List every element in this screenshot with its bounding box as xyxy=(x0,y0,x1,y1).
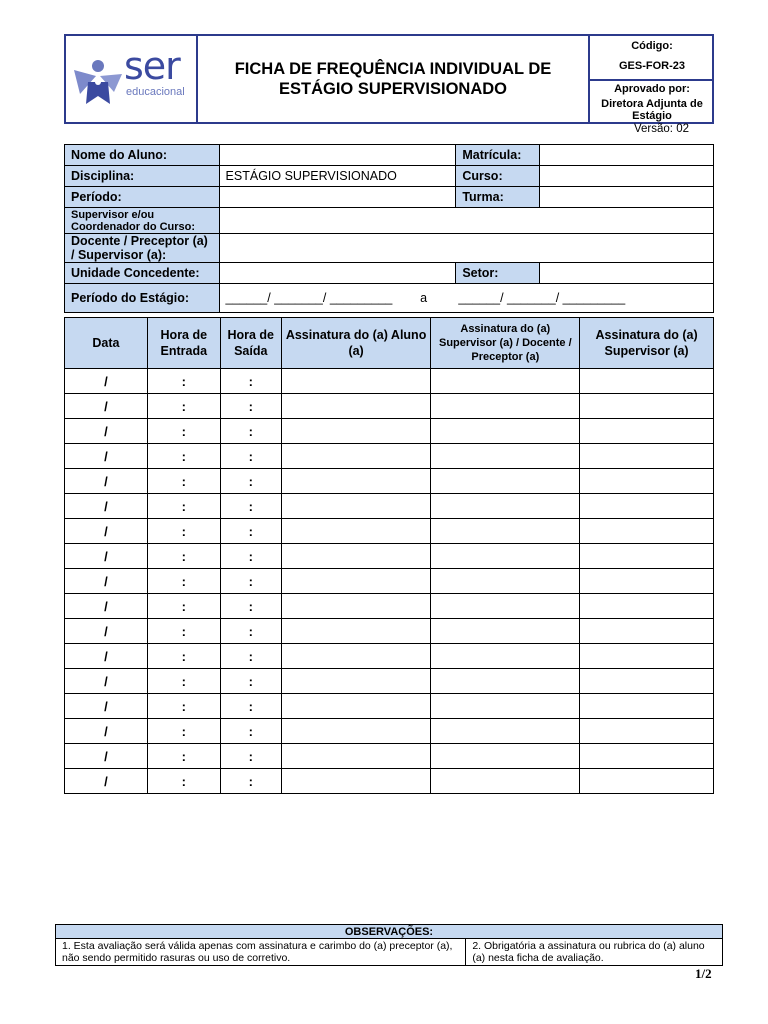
date-cell[interactable]: / xyxy=(65,619,148,644)
date-cell[interactable]: / xyxy=(65,369,148,394)
assinatura-aluno-cell[interactable] xyxy=(281,444,431,469)
assinatura-aluno-cell[interactable] xyxy=(281,369,431,394)
assinatura-aluno-cell[interactable] xyxy=(281,619,431,644)
col-hora-saida: Hora de Saída xyxy=(220,318,281,369)
assinatura-supervisor-cell[interactable] xyxy=(580,694,714,719)
assinatura-aluno-cell[interactable] xyxy=(281,419,431,444)
attendance-row xyxy=(65,619,714,644)
assinatura-aluno-cell[interactable] xyxy=(281,494,431,519)
disciplina-field[interactable]: ESTÁGIO SUPERVISIONADO xyxy=(219,166,456,187)
student-info-table xyxy=(64,144,714,313)
observacao-2: 2. Obrigatória a assinatura ou rubrica do (a) aluno (a) nesta ficha de avaliação. xyxy=(466,939,723,966)
assinatura-supervisor-cell[interactable] xyxy=(580,494,714,519)
docente-field[interactable] xyxy=(219,234,713,263)
attendance-row xyxy=(65,494,714,519)
aprovado-value: Diretora Adjunta de Estágio xyxy=(601,98,703,122)
hora-entrada-cell[interactable]: : xyxy=(147,494,220,519)
document-title: FICHA DE FREQUÊNCIA INDIVIDUAL DE ESTÁGIO SUPERVISIONADO xyxy=(234,60,552,98)
date-cell[interactable]: / xyxy=(65,769,148,794)
date-cell[interactable]: / xyxy=(65,569,148,594)
assinatura-supervisor-docente-cell[interactable] xyxy=(431,494,580,519)
attendance-row xyxy=(65,569,714,594)
assinatura-supervisor-docente-cell[interactable] xyxy=(431,644,580,669)
hora-saida-cell[interactable]: : xyxy=(220,569,281,594)
assinatura-supervisor-docente-cell[interactable] xyxy=(431,744,580,769)
date-cell[interactable]: / xyxy=(65,419,148,444)
attendance-row xyxy=(65,669,714,694)
logo xyxy=(66,36,198,122)
date-cell[interactable]: / xyxy=(65,544,148,569)
attendance-row xyxy=(65,769,714,794)
hora-saida-cell[interactable]: : xyxy=(220,444,281,469)
nome-label: Nome do Aluno: xyxy=(65,145,220,166)
col-assinatura-supervisor-docente: Assinatura do (a) Supervisor (a) / Docente / Preceptor (a) xyxy=(431,318,580,369)
hora-saida-cell[interactable]: : xyxy=(220,644,281,669)
periodo-label: Período: xyxy=(65,187,220,208)
hora-entrada-cell[interactable]: : xyxy=(147,544,220,569)
unidade-label: Unidade Concedente: xyxy=(65,263,220,284)
col-hora-entrada: Hora de Entrada xyxy=(147,318,220,369)
observacoes-table xyxy=(55,924,723,966)
disciplina-label: Disciplina: xyxy=(65,166,220,187)
hora-entrada-cell[interactable]: : xyxy=(147,619,220,644)
attendance-row xyxy=(65,444,714,469)
hora-saida-cell[interactable]: : xyxy=(220,719,281,744)
hora-saida-cell[interactable]: : xyxy=(220,769,281,794)
assinatura-supervisor-cell[interactable] xyxy=(580,444,714,469)
supervisor-label: Supervisor e/ou Coordenador do Curso: xyxy=(65,208,220,234)
periodo-estagio-label: Período do Estágio: xyxy=(65,284,220,313)
assinatura-aluno-cell[interactable] xyxy=(281,594,431,619)
document-header xyxy=(64,34,714,124)
assinatura-supervisor-cell[interactable] xyxy=(580,744,714,769)
date-cell[interactable]: / xyxy=(65,594,148,619)
nome-field[interactable] xyxy=(219,145,456,166)
hora-saida-cell[interactable]: : xyxy=(220,519,281,544)
curso-field[interactable] xyxy=(540,166,714,187)
attendance-row xyxy=(65,594,714,619)
unidade-field[interactable] xyxy=(219,263,456,284)
hora-entrada-cell[interactable]: : xyxy=(147,694,220,719)
assinatura-supervisor-cell[interactable] xyxy=(580,769,714,794)
assinatura-supervisor-cell[interactable] xyxy=(580,394,714,419)
hora-entrada-cell[interactable]: : xyxy=(147,769,220,794)
hora-entrada-cell[interactable]: : xyxy=(147,719,220,744)
assinatura-aluno-cell[interactable] xyxy=(281,744,431,769)
hora-saida-cell[interactable]: : xyxy=(220,669,281,694)
assinatura-aluno-cell[interactable] xyxy=(281,469,431,494)
hora-entrada-cell[interactable]: : xyxy=(147,419,220,444)
hora-saida-cell[interactable]: : xyxy=(220,594,281,619)
assinatura-supervisor-docente-cell[interactable] xyxy=(431,519,580,544)
meta-divider xyxy=(590,79,714,81)
assinatura-supervisor-docente-cell[interactable] xyxy=(431,769,580,794)
date-cell[interactable]: / xyxy=(65,394,148,419)
matricula-field[interactable] xyxy=(540,145,714,166)
codigo-label: Código: xyxy=(631,40,673,52)
attendance-row xyxy=(65,744,714,769)
hora-saida-cell[interactable]: : xyxy=(220,744,281,769)
turma-label: Turma: xyxy=(456,187,540,208)
attendance-row xyxy=(65,694,714,719)
assinatura-supervisor-docente-cell[interactable] xyxy=(431,369,580,394)
hora-saida-cell[interactable]: : xyxy=(220,544,281,569)
assinatura-aluno-cell[interactable] xyxy=(281,544,431,569)
assinatura-aluno-cell[interactable] xyxy=(281,519,431,544)
logo-subtext: educacional xyxy=(126,86,185,98)
attendance-row xyxy=(65,719,714,744)
hora-saida-cell[interactable]: : xyxy=(220,394,281,419)
document-meta xyxy=(588,36,714,122)
logo-text: ser xyxy=(124,44,180,88)
assinatura-supervisor-cell[interactable] xyxy=(580,594,714,619)
curso-label: Curso: xyxy=(456,166,540,187)
date-cell[interactable]: / xyxy=(65,644,148,669)
matricula-label: Matrícula: xyxy=(456,145,540,166)
assinatura-supervisor-cell[interactable] xyxy=(580,569,714,594)
assinatura-aluno-cell[interactable] xyxy=(281,669,431,694)
hora-saida-cell[interactable]: : xyxy=(220,469,281,494)
assinatura-supervisor-cell[interactable] xyxy=(580,544,714,569)
attendance-row xyxy=(65,419,714,444)
docente-label: Docente / Preceptor (a) / Supervisor (a): xyxy=(65,234,220,263)
periodo-estagio-field[interactable]: ______/ _______/ _________ a ______/ _______/ _________ xyxy=(219,284,713,313)
attendance-row xyxy=(65,519,714,544)
assinatura-supervisor-cell[interactable] xyxy=(580,719,714,744)
col-data: Data xyxy=(65,318,148,369)
date-cell[interactable]: / xyxy=(65,519,148,544)
col-assinatura-aluno: Assinatura do (a) Aluno (a) xyxy=(281,318,431,369)
hora-saida-cell[interactable]: : xyxy=(220,619,281,644)
assinatura-supervisor-docente-cell[interactable] xyxy=(431,669,580,694)
setor-field[interactable] xyxy=(540,263,714,284)
assinatura-aluno-cell[interactable] xyxy=(281,719,431,744)
assinatura-supervisor-docente-cell[interactable] xyxy=(431,444,580,469)
assinatura-supervisor-cell[interactable] xyxy=(580,419,714,444)
assinatura-supervisor-cell[interactable] xyxy=(580,669,714,694)
assinatura-aluno-cell[interactable] xyxy=(281,769,431,794)
turma-field[interactable] xyxy=(540,187,714,208)
page-number: 1/2 xyxy=(695,966,712,981)
assinatura-supervisor-docente-cell[interactable] xyxy=(431,694,580,719)
hora-saida-cell[interactable]: : xyxy=(220,419,281,444)
assinatura-supervisor-docente-cell[interactable] xyxy=(431,569,580,594)
assinatura-supervisor-docente-cell[interactable] xyxy=(431,469,580,494)
assinatura-supervisor-docente-cell[interactable] xyxy=(431,394,580,419)
assinatura-aluno-cell[interactable] xyxy=(281,569,431,594)
assinatura-supervisor-docente-cell[interactable] xyxy=(431,544,580,569)
assinatura-supervisor-cell[interactable] xyxy=(580,519,714,544)
assinatura-aluno-cell[interactable] xyxy=(281,644,431,669)
hora-entrada-cell[interactable]: : xyxy=(147,569,220,594)
date-cell[interactable]: / xyxy=(65,694,148,719)
observacoes-title: OBSERVAÇÕES: xyxy=(56,925,723,939)
assinatura-aluno-cell[interactable] xyxy=(281,394,431,419)
hora-entrada-cell[interactable]: : xyxy=(147,469,220,494)
hora-entrada-cell[interactable]: : xyxy=(147,519,220,544)
ser-logo-icon xyxy=(70,52,126,108)
assinatura-supervisor-cell[interactable] xyxy=(580,369,714,394)
supervisor-field[interactable] xyxy=(219,208,713,234)
assinatura-supervisor-cell[interactable] xyxy=(580,469,714,494)
assinatura-supervisor-docente-cell[interactable] xyxy=(431,594,580,619)
aprovado-label: Aprovado por: xyxy=(614,83,690,95)
hora-entrada-cell[interactable]: : xyxy=(147,644,220,669)
assinatura-supervisor-cell[interactable] xyxy=(580,644,714,669)
hora-entrada-cell[interactable]: : xyxy=(147,394,220,419)
date-cell[interactable]: / xyxy=(65,719,148,744)
attendance-row xyxy=(65,469,714,494)
assinatura-supervisor-docente-cell[interactable] xyxy=(431,419,580,444)
hora-entrada-cell[interactable]: : xyxy=(147,669,220,694)
assinatura-supervisor-cell[interactable] xyxy=(580,619,714,644)
assinatura-supervisor-docente-cell[interactable] xyxy=(431,619,580,644)
date-cell[interactable]: / xyxy=(65,744,148,769)
assinatura-aluno-cell[interactable] xyxy=(281,694,431,719)
codigo-value: GES-FOR-23 xyxy=(618,60,685,72)
hora-entrada-cell[interactable]: : xyxy=(147,444,220,469)
hora-saida-cell[interactable]: : xyxy=(220,494,281,519)
hora-entrada-cell[interactable]: : xyxy=(147,369,220,394)
attendance-row xyxy=(65,644,714,669)
hora-entrada-cell[interactable]: : xyxy=(147,594,220,619)
assinatura-supervisor-docente-cell[interactable] xyxy=(431,719,580,744)
date-cell[interactable]: / xyxy=(65,494,148,519)
observacao-1: 1. Esta avaliação será válida apenas com assinatura e carimbo do (a) preceptor (a), não sendo permitido rasuras ou uso de corretivo. xyxy=(56,939,466,966)
attendance-row xyxy=(65,369,714,394)
versao-text: Versão: 02 xyxy=(634,123,689,135)
date-cell[interactable]: / xyxy=(65,444,148,469)
hora-saida-cell[interactable]: : xyxy=(220,694,281,719)
date-cell[interactable]: / xyxy=(65,669,148,694)
periodo-field[interactable] xyxy=(219,187,456,208)
col-assinatura-supervisor: Assinatura do (a) Supervisor (a) xyxy=(580,318,714,369)
attendance-table xyxy=(64,317,714,794)
hora-entrada-cell[interactable]: : xyxy=(147,744,220,769)
attendance-row xyxy=(65,544,714,569)
date-cell[interactable]: / xyxy=(65,469,148,494)
attendance-row xyxy=(65,394,714,419)
hora-saida-cell[interactable]: : xyxy=(220,369,281,394)
setor-label: Setor: xyxy=(456,263,540,284)
